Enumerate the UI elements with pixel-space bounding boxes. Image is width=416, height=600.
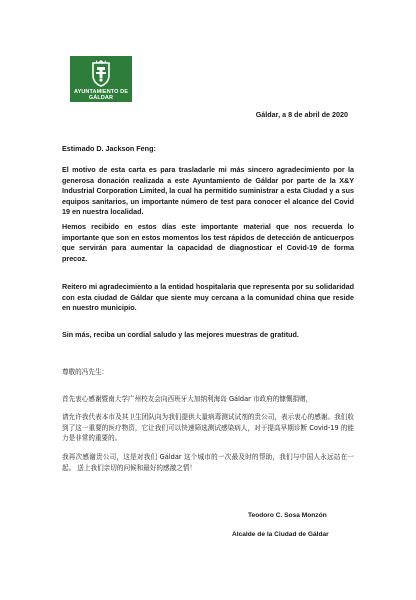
letter-date: Gáldar, a 8 de abril de 2020 xyxy=(255,110,348,119)
logo-text-line1: AYUNTAMIENTO DE xyxy=(74,89,128,95)
chinese-paragraph-3: 我再次感谢贵公司，这是对我们 Gáldar 这个城市的一次最及时的帮助，我们与中国人永远站在一起。 送上我们亲切的问候和最好的感激之情！ xyxy=(62,453,354,472)
chinese-paragraph-2: 请允许我代表本市及其卫生团队向为我们提供大量病毒测试试剂的贵公司，表示衷心的感谢。我们收到了这一重要的医疗物资，它让我们可以快速筛选测试感染病人，对于提高早期诊断 Covid-19 的能力是非常的重要的。 xyxy=(62,413,354,442)
signer-title: Alcalde de la Ciudad de Gáldar xyxy=(232,531,329,538)
chinese-paragraph-1: 首先衷心感谢暨南大学广州校友会向西班牙大加纳利海岛 Gáldar 市政府的慷慨捐赠， xyxy=(62,395,313,403)
chinese-greeting: 尊敬的冯先生： xyxy=(62,368,109,376)
coat-of-arms-icon xyxy=(90,60,112,88)
letter-greeting: Estimado D. Jackson Feng: xyxy=(62,144,156,153)
logo-text xyxy=(70,90,132,101)
signer-name: Teodoro C. Sosa Monzón xyxy=(248,512,327,519)
municipal-logo xyxy=(70,56,132,102)
paragraph-thanks: El motivo de esta carta es para trasladarle mi más sincero agradecimiento por la generosa donación realizada a este Ayuntamiento de Gáldar por parte de la X&Y Industrial Corporation Limited, la cual ha permitido suministrar a esta Ciudad y a sus equipos sanitarios, un importante número de test para conocer el alcance del Covid 19 en nuestra localidad. xyxy=(62,165,354,216)
paragraph-closing: Sin más, reciba un cordial saludo y las mejores muestras de gratitud. xyxy=(62,330,299,339)
paragraph-tests: Hemos recibido en estos días este importante material que nos recuerda lo importante que son en estos momentos los test rápidos de detección de anticuerpos que servirán para aumentar la capacidad de diagnosticar el Covid-19 de forma precoz. xyxy=(62,222,354,263)
paragraph-solidarity: Reitero mi agradecimiento a la entidad hospitalaria que representa por su solidaridad con esta ciudad de Gáldar que siente muy cercana a la comunidad china que reside en nuestro municipio. xyxy=(62,282,354,312)
logo-text-line2: GÁLDAR xyxy=(88,94,114,101)
